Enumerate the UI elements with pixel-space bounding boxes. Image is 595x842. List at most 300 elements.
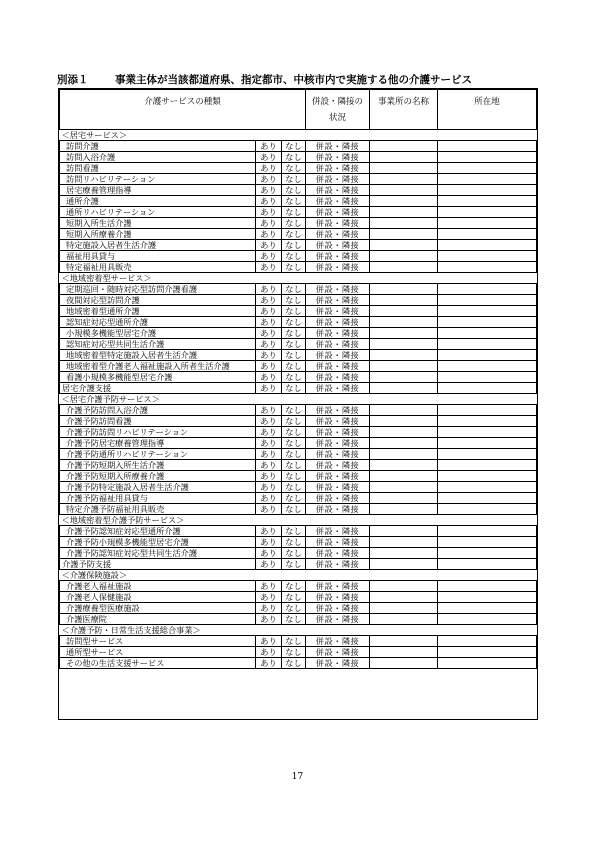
service-row [60, 240, 537, 251]
header-relation: 併設・隣接の状況 [306, 90, 370, 130]
service-row [60, 152, 537, 163]
service-name: 福祉用具貸与 [60, 251, 256, 262]
option-relation[interactable]: 併設・隣接 [306, 152, 370, 163]
office-name-cell[interactable] [370, 218, 438, 229]
location-cell[interactable] [438, 350, 537, 361]
option-yes[interactable]: あり [256, 317, 282, 328]
service-name: 通所型サービス [60, 647, 256, 658]
option-relation[interactable]: 併設・隣接 [306, 537, 370, 548]
option-yes[interactable]: あり [256, 372, 282, 383]
section-header-row [60, 515, 537, 526]
service-name: 認知症対応型共同生活介護 [60, 339, 256, 350]
service-name: 定期巡回・随時対応型訪問介護看護 [60, 284, 256, 295]
service-name: 介護医療院 [60, 614, 256, 625]
office-name-cell[interactable] [370, 372, 438, 383]
option-relation[interactable]: 併設・隣接 [306, 229, 370, 240]
office-name-cell[interactable] [370, 537, 438, 548]
option-no[interactable]: なし [282, 416, 306, 427]
service-name: 介護老人保健施設 [60, 592, 256, 603]
option-relation[interactable]: 併設・隣接 [306, 284, 370, 295]
service-name: 特定福祉用具販売 [60, 262, 256, 273]
service-row [60, 317, 537, 328]
attachment-label: 別添１ [57, 74, 89, 86]
service-row [60, 471, 537, 482]
service-row [60, 603, 537, 614]
office-name-cell[interactable] [370, 647, 438, 658]
option-yes[interactable]: あり [256, 383, 282, 394]
option-no[interactable]: なし [282, 592, 306, 603]
office-name-cell[interactable] [370, 361, 438, 372]
service-row [60, 504, 537, 515]
option-relation[interactable]: 併設・隣接 [306, 658, 370, 669]
service-name: 介護老人福祉施設 [60, 581, 256, 592]
option-no[interactable]: なし [282, 548, 306, 559]
option-yes[interactable]: あり [256, 592, 282, 603]
option-relation[interactable]: 併設・隣接 [306, 295, 370, 306]
service-row [60, 295, 537, 306]
office-name-cell[interactable] [370, 328, 438, 339]
option-relation[interactable]: 併設・隣接 [306, 240, 370, 251]
service-row [60, 361, 537, 372]
option-no[interactable]: なし [282, 240, 306, 251]
option-yes[interactable]: あり [256, 482, 282, 493]
office-name-cell[interactable] [370, 339, 438, 350]
option-no[interactable]: なし [282, 262, 306, 273]
office-name-cell[interactable] [370, 383, 438, 394]
option-yes[interactable]: あり [256, 493, 282, 504]
option-no[interactable]: なし [282, 471, 306, 482]
option-yes[interactable]: あり [256, 284, 282, 295]
option-no[interactable]: なし [282, 460, 306, 471]
option-relation[interactable]: 併設・隣接 [306, 185, 370, 196]
office-name-cell[interactable] [370, 471, 438, 482]
option-relation[interactable]: 併設・隣接 [306, 251, 370, 262]
option-relation[interactable]: 併設・隣接 [306, 207, 370, 218]
location-cell[interactable] [438, 658, 537, 669]
option-yes[interactable]: あり [256, 328, 282, 339]
service-row [60, 339, 537, 350]
service-name: 特定施設入居者生活介護 [60, 240, 256, 251]
location-cell[interactable] [438, 449, 537, 460]
office-name-cell[interactable] [370, 581, 438, 592]
option-no[interactable]: なし [282, 614, 306, 625]
location-cell[interactable] [438, 438, 537, 449]
option-relation[interactable]: 併設・隣接 [306, 438, 370, 449]
option-yes[interactable]: あり [256, 163, 282, 174]
option-yes[interactable]: あり [256, 438, 282, 449]
option-relation[interactable]: 併設・隣接 [306, 174, 370, 185]
location-cell[interactable] [438, 372, 537, 383]
service-row [60, 350, 537, 361]
option-no[interactable]: なし [282, 207, 306, 218]
location-cell[interactable] [438, 537, 537, 548]
location-cell[interactable] [438, 559, 537, 570]
option-yes[interactable]: あり [256, 196, 282, 207]
location-cell[interactable] [438, 504, 537, 515]
service-name: 短期入所生活介護 [60, 218, 256, 229]
option-no[interactable]: なし [282, 427, 306, 438]
option-no[interactable]: なし [282, 284, 306, 295]
location-cell[interactable] [438, 603, 537, 614]
office-name-cell[interactable] [370, 482, 438, 493]
service-row [60, 372, 537, 383]
service-name: 訪問型サービス [60, 636, 256, 647]
location-cell[interactable] [438, 361, 537, 372]
service-name: 認知症対応型通所介護 [60, 317, 256, 328]
page-number: 17 [291, 772, 304, 782]
option-relation[interactable]: 併設・隣接 [306, 317, 370, 328]
office-name-cell[interactable] [370, 449, 438, 460]
location-cell[interactable] [438, 185, 537, 196]
service-row [60, 284, 537, 295]
location-cell[interactable] [438, 196, 537, 207]
option-no[interactable]: なし [282, 218, 306, 229]
office-name-cell[interactable] [370, 526, 438, 537]
service-name: 介護予防訪問リハビリテーション [60, 427, 256, 438]
option-no[interactable]: なし [282, 647, 306, 658]
office-name-cell[interactable] [370, 614, 438, 625]
section-header-row [60, 273, 537, 284]
option-no[interactable]: なし [282, 251, 306, 262]
section-title: ＜地域密着型介護予防サービス＞ [60, 515, 537, 526]
service-name: 地域密着型介護老人福祉施設入所者生活介護 [60, 361, 256, 372]
option-yes[interactable]: あり [256, 152, 282, 163]
option-relation[interactable]: 併設・隣接 [306, 482, 370, 493]
service-row [60, 493, 537, 504]
option-yes[interactable]: あり [256, 548, 282, 559]
table-body [60, 130, 537, 669]
option-relation[interactable]: 併設・隣接 [306, 548, 370, 559]
option-yes[interactable]: あり [256, 339, 282, 350]
service-row [60, 438, 537, 449]
office-name-cell[interactable] [370, 592, 438, 603]
office-name-cell[interactable] [370, 350, 438, 361]
option-relation[interactable]: 併設・隣接 [306, 449, 370, 460]
office-name-cell[interactable] [370, 427, 438, 438]
option-yes[interactable]: あり [256, 240, 282, 251]
services-sheet [58, 88, 538, 720]
option-no[interactable]: なし [282, 361, 306, 372]
option-yes[interactable]: あり [256, 141, 282, 152]
location-cell[interactable] [438, 328, 537, 339]
office-name-cell[interactable] [370, 284, 438, 295]
option-yes[interactable]: あり [256, 350, 282, 361]
service-row [60, 306, 537, 317]
location-cell[interactable] [438, 295, 537, 306]
option-no[interactable]: なし [282, 449, 306, 460]
option-no[interactable]: なし [282, 559, 306, 570]
option-no[interactable]: なし [282, 438, 306, 449]
location-cell[interactable] [438, 306, 537, 317]
location-cell[interactable] [438, 460, 537, 471]
option-yes[interactable]: あり [256, 559, 282, 570]
option-relation[interactable]: 併設・隣接 [306, 636, 370, 647]
option-yes[interactable]: あり [256, 218, 282, 229]
office-name-cell[interactable] [370, 559, 438, 570]
section-title: ＜居宅介護予防サービス＞ [60, 394, 537, 405]
service-name: 介護予防訪問入浴介護 [60, 405, 256, 416]
option-no[interactable]: なし [282, 405, 306, 416]
service-row [60, 647, 537, 658]
location-cell[interactable] [438, 284, 537, 295]
service-name: 介護予防短期入所療養介護 [60, 471, 256, 482]
service-name: 介護予防支援 [60, 559, 256, 570]
section-title: ＜地域密着型サービス＞ [60, 273, 537, 284]
location-cell[interactable] [438, 207, 537, 218]
office-name-cell[interactable] [370, 317, 438, 328]
location-cell[interactable] [438, 174, 537, 185]
option-relation[interactable]: 併設・隣接 [306, 471, 370, 482]
office-name-cell[interactable] [370, 306, 438, 317]
location-cell[interactable] [438, 383, 537, 394]
option-yes[interactable]: あり [256, 537, 282, 548]
office-name-cell[interactable] [370, 174, 438, 185]
service-name: 短期入所療養介護 [60, 229, 256, 240]
option-relation[interactable]: 併設・隣接 [306, 647, 370, 658]
location-cell[interactable] [438, 427, 537, 438]
option-yes[interactable]: あり [256, 405, 282, 416]
option-yes[interactable]: あり [256, 504, 282, 515]
option-no[interactable]: なし [282, 196, 306, 207]
option-yes[interactable]: あり [256, 185, 282, 196]
office-name-cell[interactable] [370, 504, 438, 515]
office-name-cell[interactable] [370, 163, 438, 174]
office-name-cell[interactable] [370, 405, 438, 416]
option-yes[interactable]: あり [256, 295, 282, 306]
option-no[interactable]: なし [282, 603, 306, 614]
office-name-cell[interactable] [370, 658, 438, 669]
option-no[interactable]: なし [282, 504, 306, 515]
option-yes[interactable]: あり [256, 262, 282, 273]
service-row [60, 548, 537, 559]
service-row [60, 416, 537, 427]
location-cell[interactable] [438, 416, 537, 427]
option-no[interactable]: なし [282, 350, 306, 361]
option-relation[interactable]: 併設・隣接 [306, 592, 370, 603]
option-relation[interactable]: 併設・隣接 [306, 350, 370, 361]
service-row [60, 559, 537, 570]
option-relation[interactable]: 併設・隣接 [306, 339, 370, 350]
option-no[interactable]: なし [282, 141, 306, 152]
location-cell[interactable] [438, 152, 537, 163]
option-no[interactable]: なし [282, 383, 306, 394]
service-name: 看護小規模多機能型居宅介護 [60, 372, 256, 383]
option-yes[interactable]: あり [256, 471, 282, 482]
section-header-row [60, 130, 537, 141]
option-no[interactable]: なし [282, 185, 306, 196]
option-no[interactable]: なし [282, 493, 306, 504]
option-yes[interactable]: あり [256, 207, 282, 218]
service-row [60, 207, 537, 218]
services-table [59, 89, 537, 669]
option-relation[interactable]: 併設・隣接 [306, 504, 370, 515]
office-name-cell[interactable] [370, 295, 438, 306]
option-yes[interactable]: あり [256, 416, 282, 427]
header-office-name: 事業所の名称 [370, 90, 438, 130]
service-row [60, 229, 537, 240]
option-yes[interactable]: あり [256, 427, 282, 438]
service-row [60, 592, 537, 603]
location-cell[interactable] [438, 163, 537, 174]
option-yes[interactable]: あり [256, 449, 282, 460]
section-header-row [60, 570, 537, 581]
service-row [60, 427, 537, 438]
office-name-cell[interactable] [370, 240, 438, 251]
option-relation[interactable]: 併設・隣接 [306, 559, 370, 570]
option-relation[interactable]: 併設・隣接 [306, 262, 370, 273]
location-cell[interactable] [438, 482, 537, 493]
option-no[interactable]: なし [282, 482, 306, 493]
office-name-cell[interactable] [370, 636, 438, 647]
option-relation[interactable]: 併設・隣接 [306, 427, 370, 438]
service-row [60, 328, 537, 339]
option-yes[interactable]: あり [256, 460, 282, 471]
option-relation[interactable]: 併設・隣接 [306, 361, 370, 372]
option-no[interactable]: なし [282, 658, 306, 669]
service-row [60, 196, 537, 207]
service-row [60, 526, 537, 537]
service-name: 介護予防訪問看護 [60, 416, 256, 427]
office-name-cell[interactable] [370, 548, 438, 559]
option-no[interactable]: なし [282, 526, 306, 537]
option-yes[interactable]: あり [256, 229, 282, 240]
option-yes[interactable]: あり [256, 614, 282, 625]
location-cell[interactable] [438, 493, 537, 504]
option-no[interactable]: なし [282, 581, 306, 592]
option-yes[interactable]: あり [256, 251, 282, 262]
location-cell[interactable] [438, 229, 537, 240]
location-cell[interactable] [438, 614, 537, 625]
option-relation[interactable]: 併設・隣接 [306, 328, 370, 339]
option-yes[interactable]: あり [256, 603, 282, 614]
office-name-cell[interactable] [370, 251, 438, 262]
option-no[interactable]: なし [282, 306, 306, 317]
office-name-cell[interactable] [370, 493, 438, 504]
location-cell[interactable] [438, 262, 537, 273]
option-yes[interactable]: あり [256, 306, 282, 317]
location-cell[interactable] [438, 339, 537, 350]
office-name-cell[interactable] [370, 141, 438, 152]
service-name: 介護予防認知症対応型通所介護 [60, 526, 256, 537]
option-yes[interactable]: あり [256, 174, 282, 185]
option-relation[interactable]: 併設・隣接 [306, 218, 370, 229]
option-relation[interactable]: 併設・隣接 [306, 416, 370, 427]
service-row [60, 141, 537, 152]
section-header-row [60, 394, 537, 405]
service-row [60, 581, 537, 592]
service-name: 介護療養型医療施設 [60, 603, 256, 614]
service-name: 訪問入浴介護 [60, 152, 256, 163]
location-cell[interactable] [438, 317, 537, 328]
option-no[interactable]: なし [282, 372, 306, 383]
option-no[interactable]: なし [282, 339, 306, 350]
service-name: 介護予防認知症対応型共同生活介護 [60, 548, 256, 559]
option-relation[interactable]: 併設・隣接 [306, 383, 370, 394]
location-cell[interactable] [438, 526, 537, 537]
option-relation[interactable]: 併設・隣接 [306, 141, 370, 152]
option-relation[interactable]: 併設・隣接 [306, 581, 370, 592]
office-name-cell[interactable] [370, 460, 438, 471]
option-yes[interactable]: あり [256, 526, 282, 537]
section-title: ＜介護保険施設＞ [60, 570, 537, 581]
option-yes[interactable]: あり [256, 361, 282, 372]
option-no[interactable]: なし [282, 636, 306, 647]
office-name-cell[interactable] [370, 207, 438, 218]
option-relation[interactable]: 併設・隣接 [306, 405, 370, 416]
header-location: 所在地 [438, 90, 537, 130]
office-name-cell[interactable] [370, 185, 438, 196]
option-relation[interactable]: 併設・隣接 [306, 614, 370, 625]
location-cell[interactable] [438, 405, 537, 416]
service-name: 地域密着型通所介護 [60, 306, 256, 317]
service-name: 特定介護予防福祉用具販売 [60, 504, 256, 515]
location-cell[interactable] [438, 218, 537, 229]
service-row [60, 537, 537, 548]
option-no[interactable]: なし [282, 152, 306, 163]
location-cell[interactable] [438, 592, 537, 603]
option-yes[interactable]: あり [256, 658, 282, 669]
service-row [60, 482, 537, 493]
service-name: 訪問看護 [60, 163, 256, 174]
document-heading [57, 72, 557, 87]
option-relation[interactable]: 併設・隣接 [306, 603, 370, 614]
office-name-cell[interactable] [370, 229, 438, 240]
option-yes[interactable]: あり [256, 636, 282, 647]
office-name-cell[interactable] [370, 416, 438, 427]
option-relation[interactable]: 併設・隣接 [306, 526, 370, 537]
option-no[interactable]: なし [282, 163, 306, 174]
office-name-cell[interactable] [370, 262, 438, 273]
location-cell[interactable] [438, 636, 537, 647]
option-no[interactable]: なし [282, 317, 306, 328]
service-row [60, 218, 537, 229]
service-row [60, 262, 537, 273]
option-relation[interactable]: 併設・隣接 [306, 163, 370, 174]
section-title: ＜居宅サービス＞ [60, 130, 537, 141]
option-no[interactable]: なし [282, 328, 306, 339]
header-row [60, 90, 537, 130]
option-yes[interactable]: あり [256, 581, 282, 592]
location-cell[interactable] [438, 471, 537, 482]
location-cell[interactable] [438, 647, 537, 658]
option-relation[interactable]: 併設・隣接 [306, 460, 370, 471]
service-row [60, 251, 537, 262]
service-row [60, 449, 537, 460]
option-no[interactable]: なし [282, 174, 306, 185]
option-relation[interactable]: 併設・隣接 [306, 493, 370, 504]
service-name: 通所介護 [60, 196, 256, 207]
location-cell[interactable] [438, 251, 537, 262]
location-cell[interactable] [438, 548, 537, 559]
office-name-cell[interactable] [370, 603, 438, 614]
location-cell[interactable] [438, 581, 537, 592]
location-cell[interactable] [438, 141, 537, 152]
office-name-cell[interactable] [370, 152, 438, 163]
location-cell[interactable] [438, 240, 537, 251]
option-no[interactable]: なし [282, 537, 306, 548]
option-no[interactable]: なし [282, 295, 306, 306]
service-name: 介護予防通所リハビリテーション [60, 449, 256, 460]
option-relation[interactable]: 併設・隣接 [306, 372, 370, 383]
option-relation[interactable]: 併設・隣接 [306, 306, 370, 317]
option-yes[interactable]: あり [256, 647, 282, 658]
option-relation[interactable]: 併設・隣接 [306, 196, 370, 207]
office-name-cell[interactable] [370, 438, 438, 449]
service-row [60, 658, 537, 669]
header-service-type: 介護サービスの種類 [60, 90, 306, 130]
office-name-cell[interactable] [370, 196, 438, 207]
option-no[interactable]: なし [282, 229, 306, 240]
